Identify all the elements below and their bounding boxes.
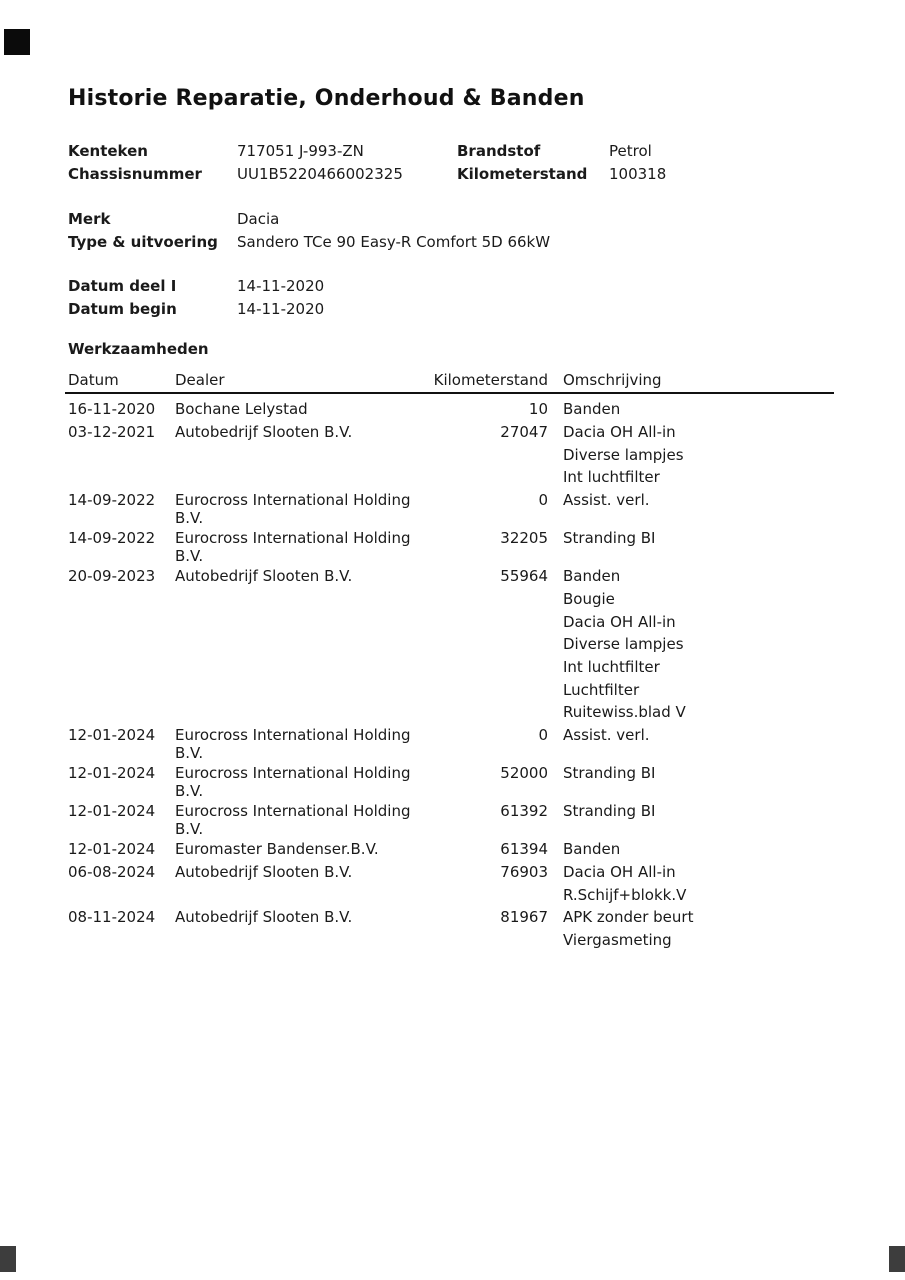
omschrijving-item: Banden [563,840,621,859]
omschrijving-item: Dacia OH All-in [563,863,676,882]
row-omschrijving [548,398,834,421]
row-dealer: Autobedrijf Slooten B.V. [175,423,353,441]
vehicle-model-block [68,208,837,254]
datum-begin-label: Datum begin [68,300,177,318]
werkzaamheden-section-title: Werkzaamheden [68,340,209,358]
omschrijving-item: Diverse lampjes [563,445,684,464]
omschrijving-item: R.Schijf+blokk.V [563,885,687,904]
table-row [65,762,834,800]
column-header-omschrijving: Omschrijving [563,371,662,389]
column-header-datum: Datum [68,371,119,389]
row-kilometerstand: 81967 [500,908,548,927]
row-kilometerstand: 0 [538,726,548,745]
omschrijving-item: Stranding BI [563,802,656,821]
row-kilometerstand: 10 [528,400,548,418]
chassisnummer-label: Chassisnummer [68,165,202,183]
omschrijving-item: Assist. verl. [563,491,650,510]
row-datum: 12-01-2024 [68,726,156,745]
row-omschrijving [548,838,834,861]
row-omschrijving [548,489,834,512]
table-row [65,800,834,838]
row-datum: 14-09-2022 [68,529,156,548]
omschrijving-item: Bougie [563,589,615,608]
merk-value: Dacia [237,210,280,228]
datum-deel-1-value: 14-11-2020 [237,277,325,295]
column-header-kilometerstand: Kilometerstand [433,371,548,389]
omschrijving-item: Stranding BI [563,529,656,548]
row-kilometerstand: 27047 [500,423,548,441]
row-omschrijving [548,762,834,785]
row-datum: 20-09-2023 [68,567,156,586]
omschrijving-item: APK zonder beurt [563,908,694,927]
chassisnummer-value: UU1B5220466002325 [237,165,403,183]
omschrijving-item: Banden [563,567,621,586]
table-row [65,724,834,762]
row-datum: 14-09-2022 [68,491,156,510]
omschrijving-item: Ruitewiss.blad V [563,703,686,722]
brandstof-label: Brandstof [457,142,541,160]
table-row [65,398,834,421]
row-datum: 06-08-2024 [68,863,156,882]
row-dealer: Autobedrijf Slooten B.V. [175,567,353,586]
table-row [65,838,834,861]
row-omschrijving [548,861,834,906]
row-dealer: Eurocross International Holding B.V. [175,764,411,800]
omschrijving-item: Dacia OH All-in [563,423,676,441]
omschrijving-item: Assist. verl. [563,726,650,745]
table-row [65,489,834,527]
vehicle-identity-block [68,140,837,186]
row-kilometerstand: 61394 [500,840,548,859]
row-omschrijving [548,527,834,550]
datum-begin-value: 14-11-2020 [237,300,325,318]
row-datum: 08-11-2024 [68,908,156,927]
scan-mark-top-left [4,29,30,55]
row-datum: 16-11-2020 [68,400,156,418]
kilometerstand-label: Kilometerstand [457,165,588,183]
omschrijving-item: Int luchtfilter [563,657,660,676]
brandstof-value: Petrol [609,142,652,160]
werkzaamheden-table [65,371,834,952]
row-dealer: Autobedrijf Slooten B.V. [175,908,353,927]
row-datum: 12-01-2024 [68,840,156,859]
row-datum: 03-12-2021 [68,423,156,441]
row-dealer: Eurocross International Holding B.V. [175,491,411,527]
row-kilometerstand: 76903 [500,863,548,882]
type-uitvoering-label: Type & uitvoering [68,233,218,251]
werkzaamheden-table-header [65,371,834,394]
omschrijving-item: Banden [563,400,621,418]
row-dealer: Euromaster Bandenser.B.V. [175,840,379,859]
row-omschrijving [548,800,834,823]
row-dealer: Eurocross International Holding B.V. [175,802,411,838]
scan-mark-bottom-left [0,1246,16,1272]
row-kilometerstand: 0 [538,491,548,510]
kilometerstand-value: 100318 [609,165,667,183]
row-dealer: Eurocross International Holding B.V. [175,529,411,565]
vehicle-dates-block [68,275,837,321]
datum-deel-1-label: Datum deel I [68,277,177,295]
table-row [65,565,834,724]
kenteken-value: 717051 J-993-ZN [237,142,364,160]
row-datum: 12-01-2024 [68,764,156,783]
omschrijving-item: Diverse lampjes [563,635,684,654]
row-dealer: Autobedrijf Slooten B.V. [175,863,353,882]
row-kilometerstand: 61392 [500,802,548,821]
scan-mark-bottom-right [889,1246,905,1272]
row-kilometerstand: 32205 [500,529,548,548]
omschrijving-item: Luchtfilter [563,680,640,699]
row-dealer: Bochane Lelystad [175,400,308,418]
table-row [65,861,834,906]
omschrijving-item: Stranding BI [563,764,656,783]
table-row [65,421,834,489]
table-row [65,527,834,565]
row-omschrijving [548,565,834,724]
merk-label: Merk [68,210,111,228]
werkzaamheden-table-body [65,394,834,952]
row-kilometerstand: 55964 [500,567,548,586]
row-omschrijving [548,421,834,489]
row-omschrijving [548,724,834,747]
column-header-dealer: Dealer [175,371,225,389]
table-row [65,906,834,951]
omschrijving-item: Dacia OH All-in [563,612,676,631]
omschrijving-item: Int luchtfilter [563,468,660,487]
row-dealer: Eurocross International Holding B.V. [175,726,411,762]
type-uitvoering-value: Sandero TCe 90 Easy-R Comfort 5D 66kW [237,233,551,251]
row-datum: 12-01-2024 [68,802,156,821]
row-omschrijving [548,906,834,951]
kenteken-label: Kenteken [68,142,148,160]
omschrijving-item: Viergasmeting [563,931,672,950]
row-kilometerstand: 52000 [500,764,548,783]
page-title: Historie Reparatie, Onderhoud & Banden [68,86,585,111]
